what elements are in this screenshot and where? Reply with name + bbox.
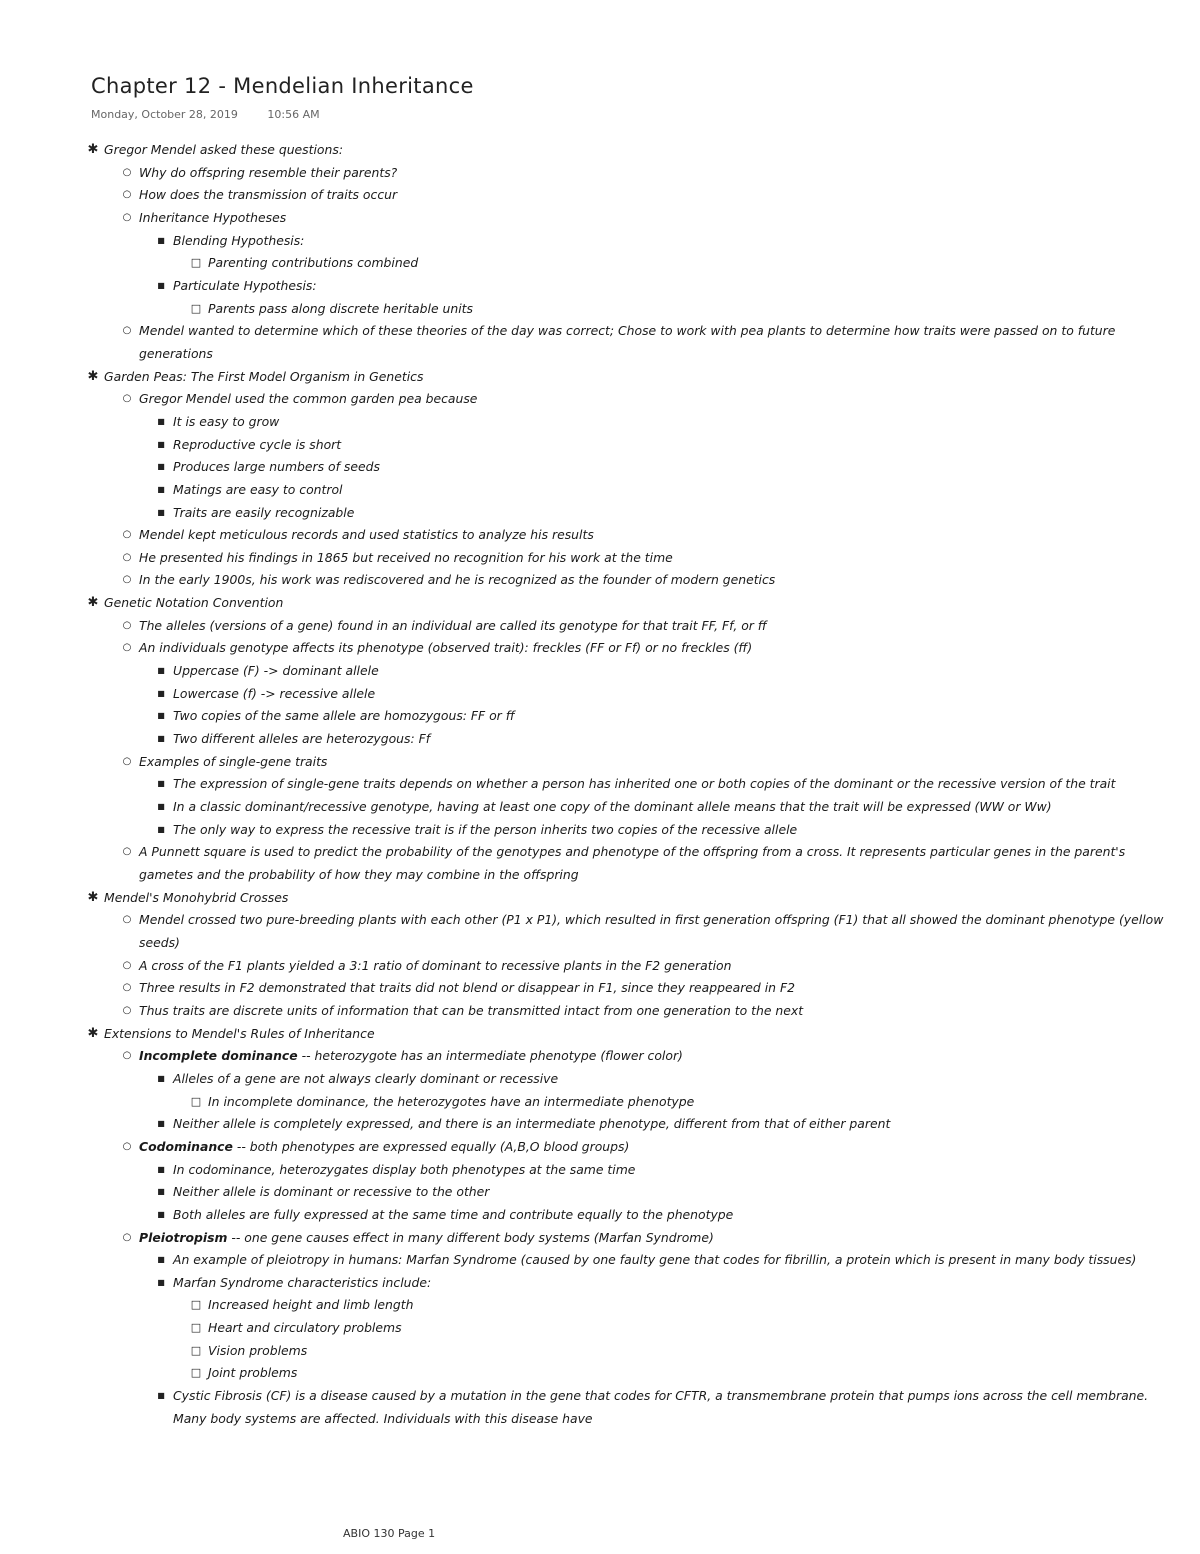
circle-bullet-icon: ○ <box>122 1004 132 1016</box>
outline-item-level-3 <box>86 773 1176 796</box>
square-bullet-icon: ■ <box>157 1391 165 1401</box>
outline-item-level-1 <box>86 139 1176 162</box>
outline-item-level-3 <box>86 1272 1176 1295</box>
outline-item-text: A cross of the F1 plants yielded a 3:1 ratio of dominant to recessive plants in the F2 generation <box>139 957 732 973</box>
outline-item-level-4 <box>86 1362 1176 1385</box>
outline-item-level-3 <box>86 728 1176 751</box>
outline-item-level-4 <box>86 1294 1176 1317</box>
outline-item-text: -- one gene causes effect in many different body systems (Marfan Syndrome) <box>227 1229 714 1245</box>
star-bullet-icon: ✱ <box>87 889 99 905</box>
outline-item-text: In incomplete dominance, the heterozygotes have an intermediate phenotype <box>208 1093 695 1109</box>
circle-bullet-icon: ○ <box>122 189 132 201</box>
page-footer: ABIO 130 Page 1 <box>343 1527 436 1540</box>
outline-item-text: Neither allele is completely expressed, and there is an intermediate phenotype, different from that of either parent <box>173 1116 891 1132</box>
circle-bullet-icon: ○ <box>122 642 132 654</box>
outline-item-text: A Punnett square is used to predict the probability of the genotypes and phenotype of the offspring from a cross. It represents particular genes in the parent's gametes and the probability of how they may combine in the offspring <box>139 844 1126 882</box>
outline-item-text: Cystic Fibrosis (CF) is a disease caused by a mutation in the gene that codes for CFTR, a transmembrane protein that pumps ions across the cell membrane. Many body systems are affected. Individuals with this disease have <box>173 1388 1149 1426</box>
outline-item-level-3 <box>86 230 1176 253</box>
star-bullet-icon: ✱ <box>87 368 99 384</box>
outline-item-level-4 <box>86 1091 1176 1114</box>
note-timestamp <box>91 108 320 121</box>
circle-bullet-icon: ○ <box>122 325 132 337</box>
outline-item-text: How does the transmission of traits occur <box>139 187 398 203</box>
square-bullet-icon: ■ <box>157 462 165 472</box>
outline-item-level-2 <box>86 524 1176 547</box>
key-term: Codominance <box>139 1138 233 1154</box>
outline-item-text: Traits are easily recognizable <box>173 504 355 520</box>
star-bullet-icon: ✱ <box>87 1025 99 1041</box>
outline-item-level-2 <box>86 184 1176 207</box>
outline-item-level-3 <box>86 456 1176 479</box>
outline-item-level-4 <box>86 1340 1176 1363</box>
outline-item-level-3 <box>86 796 1176 819</box>
outline-item-level-1 <box>86 592 1176 615</box>
outline-item-level-3 <box>86 275 1176 298</box>
outline-item-level-2 <box>86 841 1176 886</box>
outline-item-text: Vision problems <box>208 1342 308 1358</box>
outline-item-level-3 <box>86 479 1176 502</box>
outline-item-text: Particulate Hypothesis: <box>173 277 317 293</box>
square-bullet-icon: ■ <box>157 1073 165 1083</box>
outline-item-level-3 <box>86 411 1176 434</box>
outline-item-level-3 <box>86 1249 1176 1272</box>
square-bullet-icon: ■ <box>157 779 165 789</box>
outline-item-text: Three results in F2 demonstrated that traits did not blend or disappear in F1, since they reappeared in F2 <box>139 980 795 996</box>
outline-item-level-2 <box>86 977 1176 1000</box>
outline-item-text: Produces large numbers of seeds <box>173 459 380 475</box>
box-bullet-icon: □ <box>190 1366 202 1380</box>
outline-item-text: -- both phenotypes are expressed equally (A,B,O blood groups) <box>232 1138 630 1154</box>
outline-item-level-2 <box>86 637 1176 660</box>
outline-item-text: Examples of single-gene traits <box>139 753 328 769</box>
outline-item-text: Mendel kept meticulous records and used statistics to analyze his results <box>139 527 594 543</box>
outline-item-text: Parenting contributions combined <box>208 255 419 271</box>
outline-item-level-2 <box>86 615 1176 638</box>
outline-item-text: Mendel's Monohybrid Crosses <box>104 889 289 905</box>
outline-item-level-2 <box>86 207 1176 230</box>
outline-item-level-3 <box>86 502 1176 525</box>
page-title: Chapter 12 - Mendelian Inheritance <box>91 74 474 98</box>
outline-item-text: Why do offspring resemble their parents? <box>139 164 398 180</box>
square-bullet-icon: ■ <box>157 439 165 449</box>
outline-item-level-2 <box>86 909 1176 954</box>
note-time: 10:56 AM <box>267 108 320 121</box>
box-bullet-icon: □ <box>190 1343 202 1357</box>
circle-bullet-icon: ○ <box>122 574 132 586</box>
outline-item-text: Garden Peas: The First Model Organism in Genetics <box>104 368 424 384</box>
outline-item-level-3 <box>86 819 1176 842</box>
outline-item-text: Blending Hypothesis: <box>173 232 305 248</box>
circle-bullet-icon: ○ <box>122 619 132 631</box>
outline-item-level-1 <box>86 887 1176 910</box>
square-bullet-icon: ■ <box>157 416 165 426</box>
outline-item-text: Parents pass along discrete heritable units <box>208 300 473 316</box>
outline-notes <box>86 139 1176 1430</box>
outline-item-text: He presented his findings in 1865 but received no recognition for his work at the time <box>139 549 673 565</box>
outline-item-level-3 <box>86 705 1176 728</box>
box-bullet-icon: □ <box>190 1321 202 1335</box>
outline-item-text: Two copies of the same allele are homozygous: FF or ff <box>173 708 515 724</box>
square-bullet-icon: ■ <box>157 688 165 698</box>
outline-item-text: Mendel wanted to determine which of these theories of the day was correct; Chose to work with pea plants to determine how traits were passed on to future generations <box>139 323 1116 361</box>
outline-item-text: Gregor Mendel asked these questions: <box>104 142 343 157</box>
outline-item-text: Lowercase (f) -> recessive allele <box>173 685 376 701</box>
outline-item-text: The alleles (versions of a gene) found in an individual are called its genotype for that trait FF, Ff, or ff <box>139 617 767 633</box>
outline-item-text: The only way to express the recessive trait is if the person inherits two copies of the recessive allele <box>173 821 798 837</box>
box-bullet-icon: □ <box>190 256 202 270</box>
key-term: Pleiotropism <box>139 1229 228 1245</box>
outline-item-text: Gregor Mendel used the common garden pea because <box>139 391 478 407</box>
outline-item-level-1 <box>86 1023 1176 1046</box>
outline-item-level-3 <box>86 1385 1176 1430</box>
circle-bullet-icon: ○ <box>122 755 132 767</box>
outline-item-text: Inheritance Hypotheses <box>139 209 287 225</box>
square-bullet-icon: ■ <box>157 824 165 834</box>
outline-item-level-2 <box>86 1000 1176 1023</box>
outline-item-text: Both alleles are fully expressed at the same time and contribute equally to the phenotype <box>173 1206 734 1222</box>
outline-item-level-2 <box>86 547 1176 570</box>
circle-bullet-icon: ○ <box>122 393 132 405</box>
outline-item-text: Uppercase (F) -> dominant allele <box>173 663 379 679</box>
outline-item-text: Alleles of a gene are not always clearly dominant or recessive <box>173 1070 559 1086</box>
outline-item-text: An individuals genotype affects its phenotype (observed trait): freckles (FF or Ff) or no freckles (ff) <box>139 640 753 656</box>
circle-bullet-icon: ○ <box>122 846 132 858</box>
square-bullet-icon: ■ <box>157 1277 165 1287</box>
outline-item-level-2 <box>86 388 1176 411</box>
square-bullet-icon: ■ <box>157 1164 165 1174</box>
circle-bullet-icon: ○ <box>122 529 132 541</box>
outline-item-text: In codominance, heterozygates display both phenotypes at the same time <box>173 1161 636 1177</box>
outline-item-level-3 <box>86 1113 1176 1136</box>
outline-item-text: Genetic Notation Convention <box>104 595 284 611</box>
outline-item-level-3 <box>86 1159 1176 1182</box>
outline-item-text: Two different alleles are heterozygous: Ff <box>173 731 431 747</box>
outline-item-text: Extensions to Mendel's Rules of Inheritance <box>104 1025 375 1041</box>
outline-item-text: Mendel crossed two pure-breeding plants with each other (P1 x P1), which resulted in first generation offspring (F1) that all showed the dominant phenotype (yellow seeds) <box>139 912 1164 950</box>
outline-item-text: Matings are easy to control <box>173 481 343 497</box>
outline-item-level-2 <box>86 569 1176 592</box>
outline-item-text: The expression of single-gene traits depends on whether a person has inherited one or both copies of the dominant or the recessive version of the trait <box>173 776 1116 792</box>
outline-item-text: Joint problems <box>208 1365 298 1381</box>
outline-item-level-3 <box>86 660 1176 683</box>
square-bullet-icon: ■ <box>157 1187 165 1197</box>
outline-item-text: An example of pleiotropy in humans: Marfan Syndrome (caused by one faulty gene that codes for fibrillin, a protein which is present in many body tissues) <box>173 1252 1137 1268</box>
square-bullet-icon: ■ <box>157 734 165 744</box>
outline-item-text: It is easy to grow <box>173 413 280 429</box>
outline-item-level-4 <box>86 298 1176 321</box>
note-date: Monday, October 28, 2019 <box>91 108 238 121</box>
outline-item-level-2 <box>86 162 1176 185</box>
star-bullet-icon: ✱ <box>87 595 99 611</box>
outline-item-level-2 <box>86 320 1176 365</box>
square-bullet-icon: ■ <box>157 235 165 245</box>
outline-item-text: In a classic dominant/recessive genotype, having at least one copy of the dominant allele means that the trait will be expressed (WW or Ww) <box>173 799 1052 815</box>
box-bullet-icon: □ <box>190 1298 202 1312</box>
square-bullet-icon: ■ <box>157 280 165 290</box>
square-bullet-icon: ■ <box>157 1255 165 1265</box>
circle-bullet-icon: ○ <box>122 1231 132 1243</box>
outline-item-text: Neither allele is dominant or recessive to the other <box>173 1184 490 1200</box>
square-bullet-icon: ■ <box>157 666 165 676</box>
outline-item-level-2 <box>86 1227 1176 1250</box>
outline-item-level-2 <box>86 751 1176 774</box>
square-bullet-icon: ■ <box>157 802 165 812</box>
outline-item-level-2 <box>86 1045 1176 1068</box>
square-bullet-icon: ■ <box>157 507 165 517</box>
circle-bullet-icon: ○ <box>122 914 132 926</box>
circle-bullet-icon: ○ <box>122 211 132 223</box>
circle-bullet-icon: ○ <box>122 1050 132 1062</box>
outline-item-level-3 <box>86 1068 1176 1091</box>
outline-item-text: -- heterozygote has an intermediate phenotype (flower color) <box>297 1048 683 1064</box>
square-bullet-icon: ■ <box>157 1209 165 1219</box>
star-bullet-icon: ✱ <box>87 142 99 157</box>
outline-item-text: Reproductive cycle is short <box>173 436 342 452</box>
outline-item-level-4 <box>86 1317 1176 1340</box>
square-bullet-icon: ■ <box>157 711 165 721</box>
key-term: Incomplete dominance <box>139 1048 298 1064</box>
outline-item-text: In the early 1900s, his work was rediscovered and he is recognized as the founder of modern genetics <box>139 572 776 588</box>
circle-bullet-icon: ○ <box>122 551 132 563</box>
outline-item-level-3 <box>86 683 1176 706</box>
outline-item-level-3 <box>86 1204 1176 1227</box>
outline-item-level-2 <box>86 1136 1176 1159</box>
circle-bullet-icon: ○ <box>122 1140 132 1152</box>
outline-item-level-2 <box>86 955 1176 978</box>
box-bullet-icon: □ <box>190 1094 202 1108</box>
box-bullet-icon: □ <box>190 301 202 315</box>
outline-item-text: Marfan Syndrome characteristics include: <box>173 1274 432 1290</box>
outline-item-level-4 <box>86 252 1176 275</box>
outline-item-text: Increased height and limb length <box>208 1297 414 1313</box>
outline-item-text: Heart and circulatory problems <box>208 1320 402 1336</box>
square-bullet-icon: ■ <box>157 484 165 494</box>
outline-item-level-1 <box>86 366 1176 389</box>
circle-bullet-icon: ○ <box>122 959 132 971</box>
outline-item-level-3 <box>86 434 1176 457</box>
circle-bullet-icon: ○ <box>122 166 132 178</box>
square-bullet-icon: ■ <box>157 1119 165 1129</box>
outline-item-level-3 <box>86 1181 1176 1204</box>
circle-bullet-icon: ○ <box>122 982 132 994</box>
outline-item-text: Thus traits are discrete units of information that can be transmitted intact from one generation to the next <box>139 1002 804 1018</box>
